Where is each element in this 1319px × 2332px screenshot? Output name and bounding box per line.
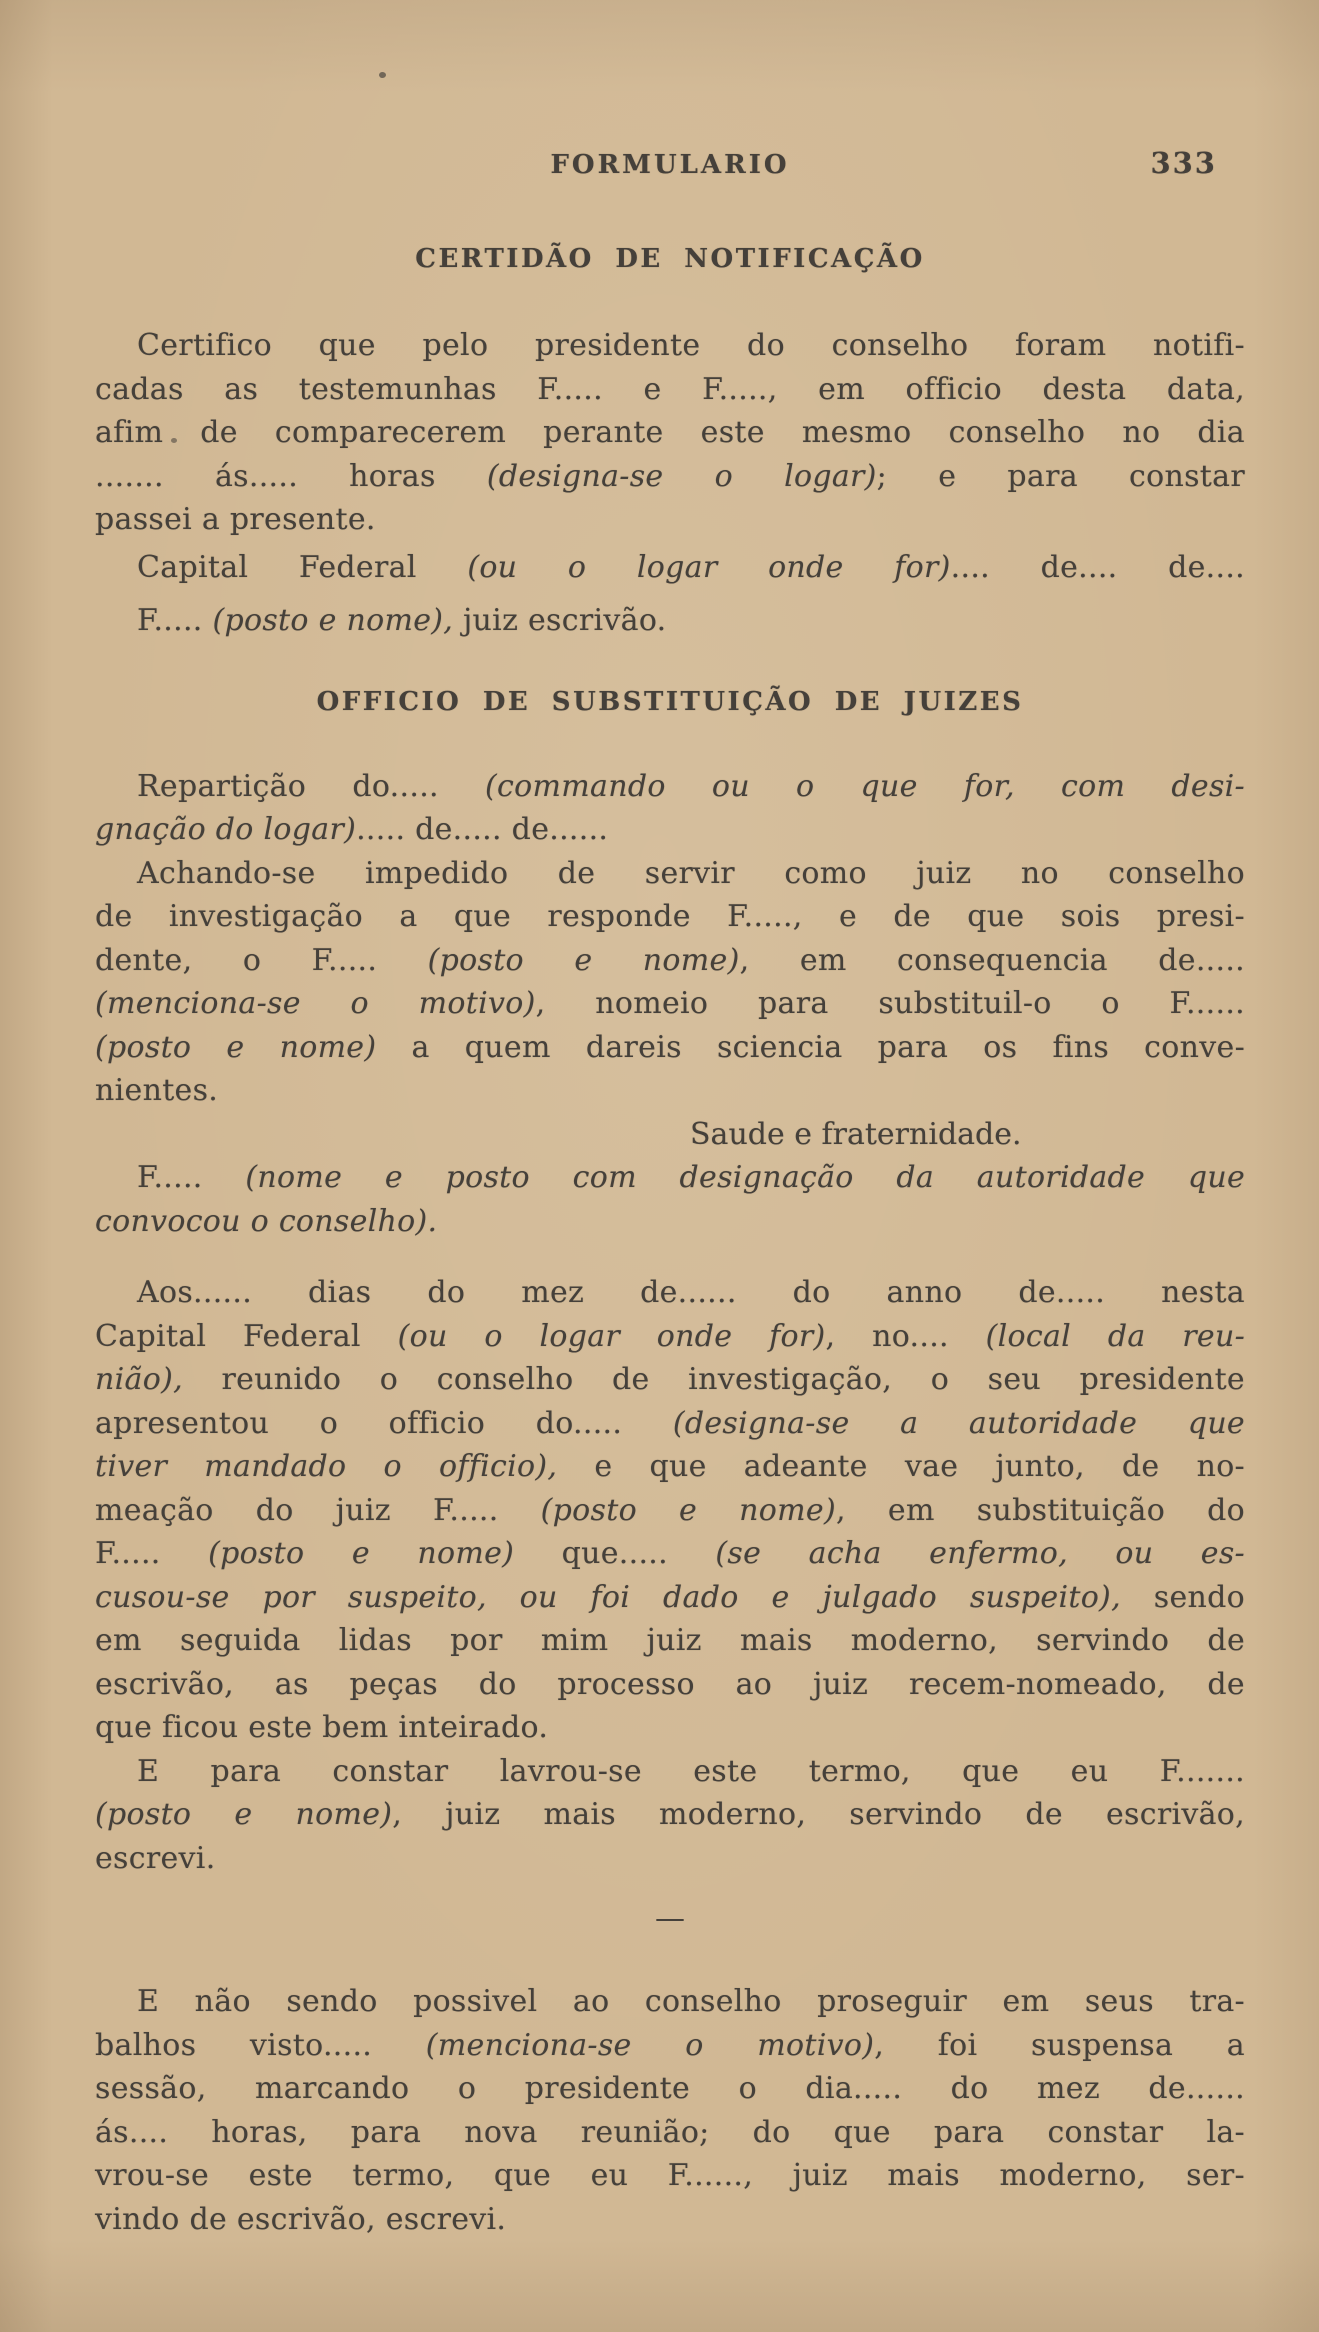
italic-run: tiver mandado o officio), <box>95 1449 558 1484</box>
text-run: Repartição do..... <box>137 768 486 804</box>
page-header <box>95 146 1245 180</box>
page-number: 333 <box>1150 146 1217 180</box>
text-line <box>95 1315 1245 1359</box>
italic-run: (ou o logar onde for) <box>397 1318 826 1354</box>
text-run: a quem dareis sciencia para os fins conve- <box>376 1029 1245 1065</box>
text-line <box>95 1980 1245 2024</box>
text-run: meação do juiz F..... <box>95 1492 541 1528</box>
text-line <box>95 368 1245 412</box>
text-run: , em substituição do <box>835 1492 1245 1528</box>
italic-run: (nome e posto com designação da autoridade que <box>245 1160 1245 1195</box>
text-line <box>95 1576 1245 1620</box>
paragraph-achando-se-impedido <box>95 852 1245 1113</box>
italic-run: (local da reu- <box>985 1318 1246 1354</box>
section-heading-certidao-de-notificacao: CERTIDÃO DE NOTIFICAÇÃO <box>415 244 925 274</box>
text-run: vindo de escrivão, escrevi. <box>95 2201 507 2237</box>
italic-run: (commando ou o que for, com desi- <box>485 768 1245 804</box>
text-line <box>95 1026 1245 1070</box>
text-run: reunido o conselho de investigação, o seu presidente <box>182 1362 1245 1397</box>
italic-run: (posto e nome), <box>212 603 454 638</box>
text-run: ás.... horas, para nova reunião; do que para constar la- <box>95 2114 1245 2150</box>
text-run: que..... <box>514 1536 716 1571</box>
text-run: cadas as testemunhas F..... e F....., em officio desta data, <box>95 371 1245 407</box>
paragraph-reparticao <box>95 765 1245 852</box>
text-line <box>95 852 1245 896</box>
text-run: apresentou o officio do..... <box>95 1405 673 1441</box>
italic-run: (posto e nome) <box>95 1029 377 1065</box>
italic-run: nião), <box>95 1362 183 1397</box>
text-run: ....... ás..... horas <box>95 458 487 494</box>
text-line <box>95 411 1245 455</box>
italic-run: (posto e nome) <box>208 1536 515 1571</box>
text-line <box>95 1358 1245 1402</box>
text-run: ; e para constar <box>876 458 1245 494</box>
text-run: F..... <box>137 603 213 638</box>
text-run: dente, o F..... <box>95 942 428 978</box>
text-line <box>95 982 1245 1026</box>
text-run: , em consequencia de..... <box>739 942 1246 978</box>
italic-run: (se acha enfermo, ou es- <box>715 1536 1245 1571</box>
text-run: Aos...... dias do mez de...... do anno de..... nesta <box>137 1275 1245 1310</box>
paragraph-assinatura-juiz-escrivao <box>95 599 1245 643</box>
text-line <box>95 455 1245 499</box>
text-line <box>95 2067 1245 2111</box>
text-run: escrivão, as peças do processo ao juiz recem-nomeado, de <box>95 1666 1245 1702</box>
text-run: .... de.... de.... <box>950 549 1246 585</box>
text-line <box>95 498 1245 542</box>
section-heading-officio-substituicao-juizes: OFFICIO DE SUBSTITUIÇÃO DE JUIZES <box>316 686 1024 717</box>
text-run: de investigação a que responde F....., e de que sois presi- <box>95 899 1245 934</box>
text-run: , juiz mais moderno, servindo de escrivão, <box>392 1797 1245 1832</box>
text-run: E para constar lavrou-se este termo, que eu F....... <box>137 1753 1245 1789</box>
italic-run: (designa-se o logar) <box>486 458 877 494</box>
text-line <box>95 1750 1245 1794</box>
text-run: Certifico que pelo presidente do conselho foram notifi- <box>137 328 1245 363</box>
text-line <box>95 1663 1245 1707</box>
text-line <box>95 324 1245 368</box>
paragraph-certifico <box>95 324 1245 542</box>
text-line <box>95 1200 1245 1244</box>
paragraph-e-para-constar <box>95 1750 1245 1881</box>
text-run: passei a presente. <box>95 502 376 537</box>
text-run: e que adeante vae junto, de no- <box>557 1449 1245 1484</box>
text-line <box>95 2024 1245 2068</box>
text-line <box>95 599 1245 643</box>
text-line <box>95 895 1245 939</box>
text-line <box>95 939 1245 983</box>
text-line <box>95 1402 1245 1446</box>
italic-run: convocou o conselho). <box>95 1203 438 1239</box>
text-line <box>95 1069 1245 1113</box>
text-run: em seguida lidas por mim juiz mais moderno, servindo de <box>95 1623 1245 1658</box>
text-line <box>95 1489 1245 1533</box>
text-run: escrevi. <box>95 1840 216 1876</box>
text-line <box>95 1706 1245 1750</box>
text-line <box>95 546 1245 590</box>
text-run: nientes. <box>95 1073 219 1108</box>
text-run: Capital Federal <box>137 549 468 585</box>
running-title: FORMULARIO <box>550 150 790 180</box>
italic-run: (posto e nome) <box>95 1797 393 1832</box>
text-run: Achando-se impedido de servir como juiz no conselho <box>137 855 1245 891</box>
text-line <box>95 1271 1245 1315</box>
text-run: ..... de..... de...... <box>356 812 609 847</box>
paragraph-nao-sendo-possivel <box>95 1980 1245 2241</box>
italic-run: cusou-se por suspeito, ou foi dado e julgado suspeito), <box>95 1579 1121 1615</box>
text-run: F..... <box>95 1536 209 1571</box>
italic-run: (menciona-se o motivo) <box>95 986 536 1021</box>
text-line <box>95 1156 1245 1200</box>
text-column <box>95 0 1245 2241</box>
text-run: , no.... <box>825 1318 986 1354</box>
text-run: que ficou este bem inteirado. <box>95 1710 549 1745</box>
italic-run: (ou o logar onde for) <box>467 549 951 585</box>
text-line <box>95 2198 1245 2242</box>
text-run: juiz escrivão. <box>453 603 667 638</box>
text-run: Capital Federal <box>95 1318 398 1354</box>
text-run: balhos visto..... <box>95 2027 426 2063</box>
paragraph-autoridade-que-convocou <box>95 1156 1245 1243</box>
text-line <box>95 1532 1245 1576</box>
text-line <box>95 1445 1245 1489</box>
text-run: , nomeio para substituil-o o F...... <box>535 986 1245 1021</box>
text-line <box>95 1619 1245 1663</box>
italic-run: (posto e nome) <box>540 1492 836 1528</box>
text-run: , foi suspensa a <box>874 2027 1245 2063</box>
section-separator-dash: — <box>655 1901 685 1936</box>
italic-run: (designa-se a autoridade que <box>672 1405 1245 1441</box>
italic-run: (posto e nome) <box>427 942 740 978</box>
italic-run: gnação do logar) <box>95 812 357 847</box>
paragraph-capital-federal <box>95 546 1245 590</box>
text-line <box>95 765 1245 809</box>
text-run: vrou-se este termo, que eu F......, juiz mais moderno, ser- <box>95 2158 1245 2193</box>
text-line <box>95 2111 1245 2155</box>
text-line <box>95 2154 1245 2198</box>
text-line <box>95 808 1245 852</box>
text-run: E não sendo possivel ao conselho proseguir em seus tra- <box>137 1984 1245 2019</box>
text-run: F..... <box>137 1160 246 1195</box>
text-run: sendo <box>1120 1579 1245 1615</box>
text-line <box>95 1837 1245 1881</box>
text-line <box>95 1793 1245 1837</box>
italic-run: (menciona-se o motivo) <box>425 2027 875 2063</box>
text-run: sessão, marcando o presidente o dia..... do mez de...... <box>95 2071 1245 2106</box>
line-saude-e-fraternidade: Saude e fraternidade. <box>690 1116 1022 1152</box>
paragraph-aos-dias-do-mez <box>95 1271 1245 1750</box>
text-run: afim de comparecerem perante este mesmo conselho no dia <box>95 415 1245 450</box>
